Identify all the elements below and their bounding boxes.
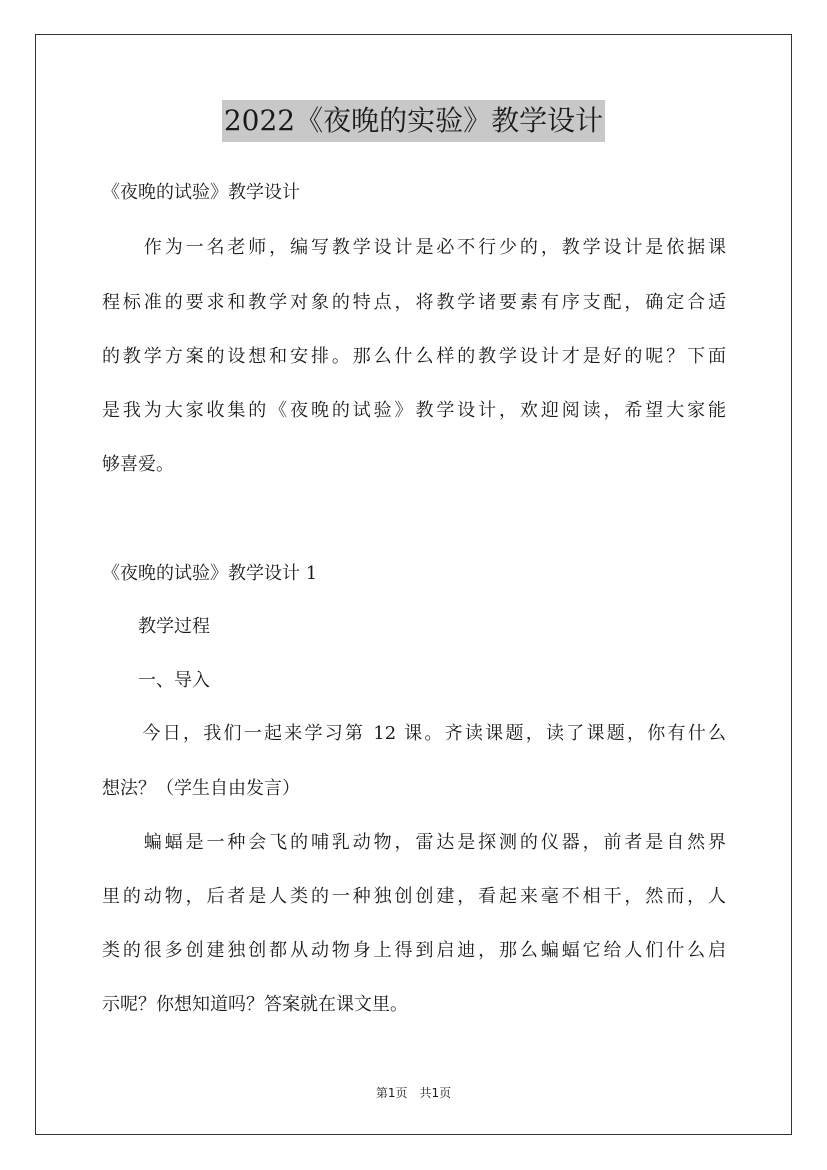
para2-line-2: 里的动物，后者是人类的一种独创创建，看起来毫不相干，然而，人 — [102, 886, 726, 907]
title-container — [0, 100, 827, 142]
page-footer: 第1页 共1页 — [375, 1086, 452, 1100]
para2-line-4: 示呢？你想知道吗？答案就在课文里。 — [102, 994, 408, 1015]
para2-line-1: 蝙蝠是一种会飞的哺乳动物，雷达是探测的仪器，前者是自然界 — [102, 832, 726, 853]
para1-line-2: 想法？（学生自由发言） — [102, 778, 300, 799]
para1-line-1: 今日，我们一起来学习第 12 课。齐读课题，读了课题，你有什么 — [102, 723, 726, 744]
document-title: 2022《夜晚的实验》教学设计 — [222, 100, 605, 142]
intro-line-1: 作为一名老师，编写教学设计是必不行少的，教学设计是依据课 — [102, 237, 726, 258]
step-heading: 一、导入 — [102, 670, 210, 691]
intro-line-3: 的教学方案的设想和安排。那么什么样的教学设计才是好的呢？下面 — [102, 346, 726, 367]
intro-line-5: 够喜爱。 — [102, 454, 174, 475]
process-heading: 教学过程 — [102, 616, 210, 637]
para2-line-3: 类的很多创建独创都从动物身上得到启迪，那么蝙蝠它给人们什么启 — [102, 940, 726, 961]
subtitle: 《夜晚的试验》教学设计 — [102, 182, 300, 203]
intro-line-4: 是我为大家收集的《夜晚的试验》教学设计，欢迎阅读，希望大家能 — [102, 400, 726, 421]
section-heading: 《夜晚的试验》教学设计 1 — [102, 563, 318, 584]
intro-line-2: 程标准的要求和教学对象的特点，将教学诸要素有序支配，确定合适 — [102, 292, 726, 313]
